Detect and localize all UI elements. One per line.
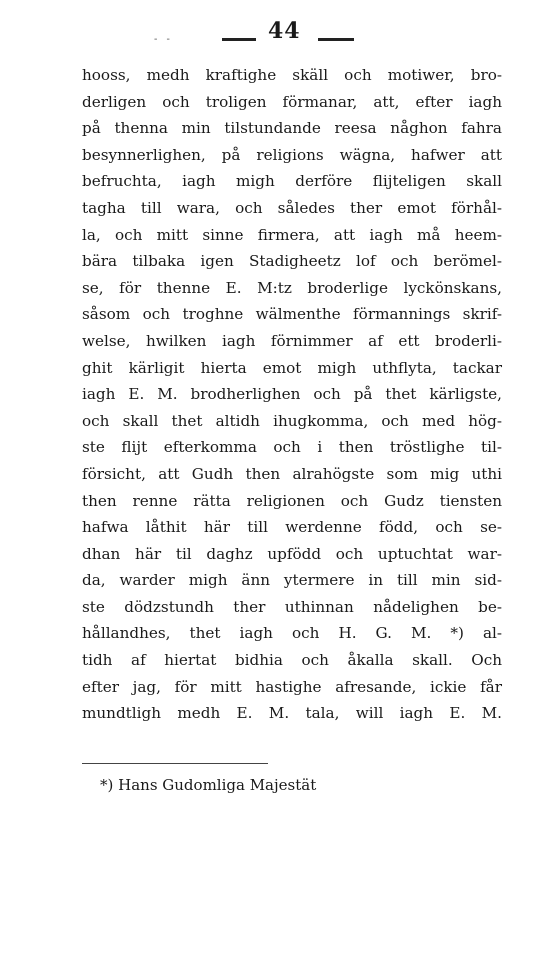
- footnote-marker: *): [100, 776, 114, 794]
- text-line: på thenna min tilstundande reesa någhon fahra: [82, 119, 502, 138]
- text-line: da, warder migh änn ytermere in till min sid-: [82, 571, 502, 590]
- text-line: iagh E. M. brodherlighen och på thet kärligste,: [82, 385, 502, 404]
- text-line: befruchta, iagh migh derföre flijteligen skall: [82, 172, 502, 191]
- text-line: och skall thet altidh ihugkomma, och med hög-: [82, 411, 502, 430]
- text-line: försicht, att Gudh then alrahögste som mig uthi: [82, 464, 502, 483]
- text-line: derligen och troligen förmanar, att, efter iagh: [82, 92, 502, 111]
- page-number: 44: [268, 18, 301, 44]
- footnote: [100, 776, 316, 794]
- footnote-rule: [82, 763, 268, 764]
- text-line: mundtligh medh E. M. tala, will iagh E. M.: [82, 704, 502, 723]
- text-line: bära tilbaka igen Stadigheetz lof och berömel-: [82, 252, 502, 271]
- header-rule-right: [318, 38, 354, 41]
- body-text: [82, 62, 502, 727]
- text-line: tidh af hiertat bidhia och åkalla skall. Och: [82, 651, 502, 670]
- text-line: la, och mitt sinne firmera, att iagh må heem-: [82, 225, 502, 244]
- text-line: then renne rätta religionen och Gudz tiensten: [82, 491, 502, 510]
- text-line: ghit kärligit hierta emot migh uthflyta, tackar: [82, 358, 502, 377]
- footnote-text: Hans Gudomliga Majestät: [118, 776, 317, 794]
- text-line: welse, hwilken iagh förnimmer af ett broderli-: [82, 331, 502, 350]
- text-line: ste flijt efterkomma och i then tröstlighe til-: [82, 438, 502, 457]
- text-line: hållandhes, thet iagh och H. G. M. *) al-: [82, 624, 502, 643]
- text-line: dhan här til daghz upfödd och uptuchtat war-: [82, 544, 502, 563]
- text-line: efter jag, för mitt hastighe afresande, ickie får: [82, 677, 502, 696]
- text-line: ste dödzstundh ther uthinnan nådelighen be-: [82, 597, 502, 616]
- text-line: tagha till wara, och således ther emot förhål-: [82, 198, 502, 217]
- text-line: hafwa låthit här till werdenne född, och se-: [82, 518, 502, 537]
- text-line: såsom och troghne wälmenthe förmannings skrif-: [82, 305, 502, 324]
- text-line: hooss, medh kraftighe skäll och motiwer, bro-: [82, 66, 502, 84]
- text-line: besynnerlighen, på religions wägna, hafwer att: [82, 145, 502, 164]
- header-ornament: - -: [154, 34, 173, 45]
- header-rule-left: [222, 38, 256, 41]
- text-line: se, för thenne E. M:tz broderlige lyckönskans,: [82, 278, 502, 297]
